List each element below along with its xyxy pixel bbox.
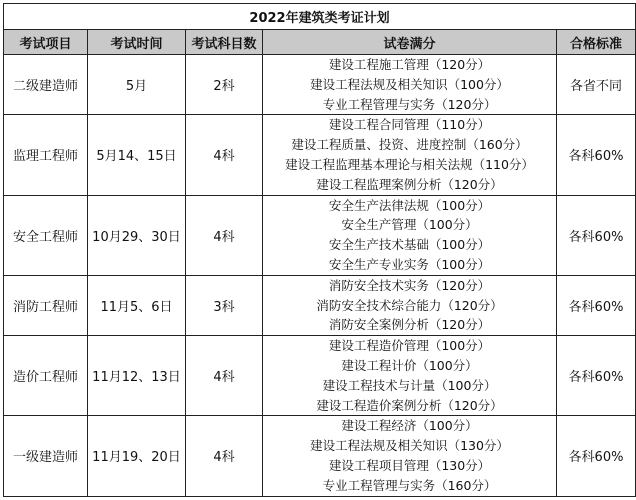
cell-time: 5月: [88, 55, 186, 115]
cell-subject-count: 4科: [186, 336, 263, 416]
paper-item: 建设工程经济（100分）: [341, 418, 478, 434]
cell-pass-standard: 各科60%: [557, 195, 636, 275]
paper-item: 建设工程监理案例分析（120分）: [316, 176, 503, 192]
cell-pass-standard: 各科60%: [557, 115, 636, 195]
paper-item: 建设工程合同管理（110分）: [328, 117, 491, 133]
cell-subject-count: 2科: [186, 55, 263, 115]
cell-pass-standard: 各科60%: [557, 275, 636, 335]
cell-papers: [263, 275, 557, 335]
table-row: [4, 336, 636, 416]
paper-item: 建设工程监理基本理论与相关法规（110分）: [285, 156, 534, 172]
cell-pass-standard: 各科60%: [557, 416, 636, 496]
cell-pass-standard: 各科60%: [557, 336, 636, 416]
cell-papers: [263, 336, 557, 416]
table-title: 2022年建筑类考证计划: [4, 4, 636, 30]
cell-time: 11月5、6日: [88, 275, 186, 335]
cell-papers: [263, 416, 557, 496]
cell-time: 10月29、30日: [88, 195, 186, 275]
cell-papers: [263, 55, 557, 115]
cell-project: 消防工程师: [4, 275, 88, 335]
cell-subject-count: 4科: [186, 416, 263, 496]
paper-item: 消防安全技术实务（120分）: [328, 277, 491, 293]
paper-item: 安全生产技术基础（100分）: [328, 237, 491, 253]
paper-item: 专业工程管理与实务（120分）: [322, 96, 497, 112]
paper-item: 专业工程管理与实务（160分）: [322, 477, 497, 493]
table-row: [4, 195, 636, 275]
header-time: 考试时间: [88, 30, 186, 55]
cell-time: 11月19、20日: [88, 416, 186, 496]
header-paper-score: 试卷满分: [263, 30, 557, 55]
cell-project: 一级建造师: [4, 416, 88, 496]
paper-item: 安全生产专业实务（100分）: [328, 256, 491, 272]
paper-item: 建设工程法规及相关知识（100分）: [310, 76, 509, 92]
cell-pass-standard: 各省不同: [557, 55, 636, 115]
cell-project: 安全工程师: [4, 195, 88, 275]
paper-item: 建设工程施工管理（120分）: [328, 57, 491, 72]
paper-item: 建设工程造价管理（100分）: [328, 338, 491, 354]
cell-project: 造价工程师: [4, 336, 88, 416]
header-subject-count: 考试科目数: [186, 30, 263, 55]
paper-item: 建设工程造价案例分析（120分）: [316, 397, 503, 413]
cell-subject-count: 4科: [186, 115, 263, 195]
table-body: [4, 55, 636, 497]
paper-item: 建设工程项目管理（130分）: [328, 457, 491, 473]
paper-item: 建设工程法规及相关知识（130分）: [310, 438, 509, 454]
cell-subject-count: 4科: [186, 195, 263, 275]
paper-item: 消防安全技术综合能力（120分）: [316, 297, 503, 313]
paper-item: 建设工程技术与计量（100分）: [322, 377, 497, 393]
cell-time: 5月14、15日: [88, 115, 186, 195]
cell-subject-count: 3科: [186, 275, 263, 335]
exam-plan-table-wrapper: [3, 3, 636, 497]
table-row: [4, 115, 636, 195]
cell-time: 11月12、13日: [88, 336, 186, 416]
cell-papers: [263, 115, 557, 195]
paper-item: 消防安全案例分析（120分）: [328, 317, 491, 333]
cell-papers: [263, 195, 557, 275]
cell-project: 二级建造师: [4, 55, 88, 115]
header-project: 考试项目: [4, 30, 88, 55]
paper-item: 建设工程质量、投资、进度控制（160分）: [291, 137, 528, 153]
header-pass-standard: 合格标准: [557, 30, 636, 55]
paper-item: 安全生产法律法规（100分）: [328, 197, 491, 213]
table-row: [4, 55, 636, 115]
paper-item: 建设工程计价（100分）: [341, 357, 478, 373]
table-row: [4, 275, 636, 335]
exam-plan-table: [3, 3, 636, 497]
cell-project: 监理工程师: [4, 115, 88, 195]
paper-item: 安全生产管理（100分）: [341, 217, 478, 233]
table-row: [4, 416, 636, 496]
